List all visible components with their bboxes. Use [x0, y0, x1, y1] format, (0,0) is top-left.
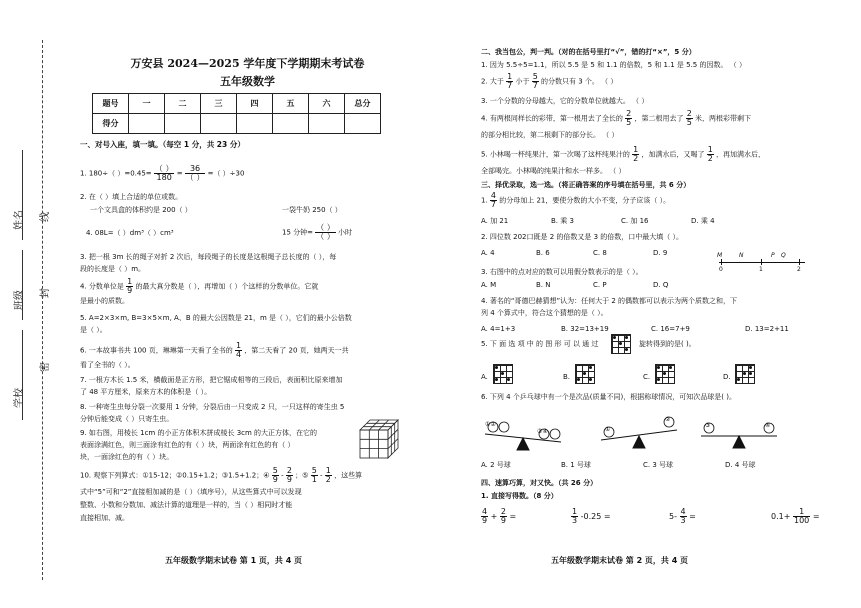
number-line-axis	[719, 262, 805, 263]
question-2d: 15 分钟= $\frac{( )}{( )}$ 小时	[282, 223, 353, 241]
right-page-footer: 五年级数学期末试卷 第 2 页，共 4 页	[551, 556, 689, 565]
judge-3: 3. 一个分数的分母越大，它的分数单位就越大。 （ ）	[481, 97, 649, 105]
choice-2-option-a[interactable]: A. 4	[481, 249, 495, 257]
choice-1: 1. $\frac{4}{7}$ 的分母加上 21，要使分数的大小不变，分子应该（ ）。	[481, 191, 671, 209]
scale-3-right-ball: ④	[765, 422, 771, 429]
score-header-row	[93, 94, 381, 114]
score-header-cell: 总分	[345, 94, 381, 114]
choice-4-option-b[interactable]: B. 32=13+19	[561, 325, 609, 333]
score-header-cell: 五	[273, 94, 309, 114]
choice-4-option-c[interactable]: C. 16=7+9	[651, 325, 690, 333]
question-2c: 4. 08L=（ ）dm³（ ）cm³	[86, 229, 174, 237]
scale-1-left-balls: ①②	[485, 421, 496, 428]
score-header-cell: 三	[201, 94, 237, 114]
score-input-cell[interactable]	[345, 114, 381, 134]
tick-label-0: 0	[719, 266, 723, 273]
scale-2-left-ball: ①	[605, 426, 611, 433]
choice-4-option-a[interactable]: A. 4=1+3	[481, 325, 516, 333]
question-4a: 4. 分数单位是 $\frac{1}{9}$ 的最大真分数是（ ），再增加（ ）个这样的分数单位。它就	[80, 277, 319, 295]
question-2: 2. 在（ ）填上合适的单位或数。	[80, 193, 183, 201]
calc-1: $\frac{4}{9}$ + $\frac{2}{9}$ =	[482, 507, 517, 525]
choice-3-option-a[interactable]: A. M	[481, 281, 497, 289]
balance-scales-figure	[481, 412, 826, 454]
binding-class-label: 班级	[14, 290, 25, 310]
question-2a: 一个文具盒的体积约是 200（ ）	[90, 206, 192, 214]
name-underline	[22, 150, 23, 240]
question-7b: 了 48 平方厘米，原来方木的体积是（ ）。	[80, 388, 212, 396]
calc-2: $\frac{1}{3}$ -0.25 =	[572, 507, 611, 525]
score-input-cell[interactable]	[165, 114, 201, 134]
option-d-figure	[735, 364, 755, 384]
scale-1-right-balls: ③④	[537, 428, 548, 435]
score-input-cell[interactable]	[129, 114, 165, 134]
choice-3: 3. 右图中的点对应的数可以用假分数表示的是（ ）。	[481, 268, 643, 276]
choice-5-option-d[interactable]: D.	[723, 373, 731, 381]
score-header-cell: 六	[309, 94, 345, 114]
judge-5b: 全部喝完。小林喝的纯果汁和水一样多。 （ ）	[481, 167, 626, 175]
score-header-cell: 题号	[93, 94, 129, 114]
calc-3: 5- $\frac{4}{3}$ =	[669, 507, 696, 525]
question-10d: 直接相加、减。	[80, 514, 129, 522]
score-input-cell[interactable]	[273, 114, 309, 134]
judge-5a: 5. 小林喝一杯纯果汁，第一次喝了这杯纯果汁的 $\frac{1}{2}$ ，加满水后，又喝了 $\frac{1}{2}$ ，再加满水后，	[481, 145, 766, 163]
calc-4: 0.1+ $\frac{1}{100}$ =	[771, 507, 820, 525]
question-8a: 8. 一种寄生虫每分裂一次要用 1 分钟，分裂后由一只变成 2 只，一只这样的寄生虫 5	[80, 403, 345, 411]
question-9a: 9. 如右图，用棱长 1cm 的小正方体积木拼成棱长 3cm 的大正方体，在它的	[80, 429, 318, 437]
score-label-cell: 得分	[93, 114, 129, 134]
choice-3-option-c[interactable]: C. P	[593, 281, 607, 289]
point-label-p: P	[771, 252, 775, 259]
left-page	[80, 0, 415, 608]
binding-mi-mark: 密	[40, 362, 51, 372]
question-1: 1. 180÷（ ）=0.45= $\frac{( )}{180}$ = $\frac{36}{( )}$ =（ ）÷30	[80, 164, 245, 182]
choice-4-option-d[interactable]: D. 13=2+11	[745, 325, 789, 333]
score-input-cell[interactable]	[309, 114, 345, 134]
choice-3-option-b[interactable]: B. N	[536, 281, 551, 289]
number-line-figure	[719, 253, 805, 279]
judge-2: 2. 大于 $\frac{1}{7}$ 小于 $\frac{5}{7}$ 的分数只有 3 个。 （ ）	[481, 72, 618, 90]
judge-1: 1. 因为 5.5÷5=1.1，所以 5.5 是 5 和 1.1 的倍数，5 和 1.1 是 5.5 的因数。 （ ）	[481, 61, 746, 69]
score-input-cell[interactable]	[201, 114, 237, 134]
q1-fraction-1: $\frac{( )}{180}$	[154, 164, 174, 182]
question-8b: 分钟后能变成（ ）只寄生虫。	[80, 415, 174, 423]
question-7a: 7. 一根方木长 1.5 米，横截面是正方形，把它锯成相等的三段后，表面积比原来增加	[80, 376, 343, 384]
choice-5a: 5. 下 面 选 项 中 的 图 形 可 以 通 过	[481, 340, 599, 348]
score-header-cell: 二	[165, 94, 201, 114]
q1-text: 1. 180÷（ ）=0.45=	[80, 169, 152, 178]
question-6c: 看了全书的（ ）。	[80, 361, 135, 369]
question-9c: 块，一面涂红色的有（ ）块。	[80, 453, 174, 461]
section-2-heading: 二、我当包公，判一判。（对的在括号里打“√”，错的打“×”，5 分）	[481, 48, 696, 56]
score-input-cell[interactable]	[237, 114, 273, 134]
option-c-figure	[655, 364, 675, 384]
q1-fraction-2: $\frac{36}{( )}$	[185, 164, 205, 182]
subsection-1-heading: 1. 直接写得数。（8 分）	[481, 492, 558, 500]
question-10a: 10. 观察下列算式：①15-12；②0.15+1.2；③1.5+1.2；④ $\frac{5}{9}$ - $\frac{2}{9}$ ；⑤ $\frac{5}{1}$ - $\frac{1}{2}$ ，这些算	[80, 466, 363, 484]
choice-6-option-a[interactable]: A. 2 号球	[481, 461, 511, 469]
section-3-heading: 三、择优录取，选一选。（将正确答案的序号填在括号里，共 6 分）	[481, 181, 691, 189]
choice-6-option-c[interactable]: C. 3 号球	[643, 461, 674, 469]
choice-1-option-c[interactable]: C. 加 16	[621, 217, 649, 225]
point-label-q: Q	[781, 252, 786, 259]
exam-title: 万安县 2024—2025 学年度下学期期末考试卷	[130, 57, 365, 70]
question-10b: 式中“5”可和“2”直接相加减的是（ ）（填序号），从这些算式中可以发现	[80, 488, 302, 496]
binding-line-mark: 线	[40, 212, 51, 222]
question-10c: 整数、小数和分数加、减法计算的道理是一样的，当（ ）相同时才能	[80, 501, 293, 509]
question-4c: 是最小的质数。	[80, 297, 129, 305]
choice-2: 2. 四位数 202口既是 2 的倍数又是 3 的倍数，口中最大填（ ）。	[481, 233, 684, 241]
binding-seal-mark: 封	[40, 288, 51, 298]
choice-2-option-b[interactable]: B. 6	[536, 249, 550, 257]
scale-2-right-ball: ②	[665, 416, 671, 423]
score-header-cell: 一	[129, 94, 165, 114]
point-label-n: N	[739, 252, 744, 259]
option-a-figure	[493, 364, 513, 384]
rotation-reference-figure	[611, 334, 631, 354]
cube-figure	[358, 418, 400, 460]
exam-subject: 五年级数学	[220, 75, 275, 88]
question-5a: 5. A=2×3×m, B=3×5×m, A、B 的最大公因数是 21，m 是（ ），它们的最小公倍数	[80, 314, 352, 322]
choice-4a: 4. 著名的“哥德巴赫猜想”认为：任何大于 2 的偶数都可以表示为两个质数之和，下	[481, 297, 738, 305]
question-3b: 段的长度是（ ）m。	[80, 265, 146, 273]
class-underline	[22, 250, 23, 320]
score-value-row	[93, 114, 381, 134]
school-underline	[22, 330, 23, 420]
question-3a: 3. 把一根 3m 长的绳子对折 2 次后，每段绳子的长度是这根绳子总长度的（ ），每	[80, 253, 337, 261]
question-5b: 是（ ）。	[80, 326, 107, 334]
section-1-heading: 一、对号入座，填一填。（每空 1 分，共 23 分）	[80, 140, 245, 149]
question-2b: 一袋牛奶 250（ ）	[282, 206, 342, 214]
choice-5-option-b[interactable]: B.	[563, 373, 571, 381]
choice-5-option-c[interactable]: C.	[643, 373, 651, 381]
choice-5-option-a[interactable]: A.	[481, 373, 488, 381]
judge-4b: 的部分相比较，第二根剩下的部分长。 （ ）	[481, 131, 619, 139]
choice-3-option-d[interactable]: D. Q	[653, 281, 669, 289]
binding-margin	[0, 0, 62, 608]
tick-label-1: 1	[759, 266, 763, 273]
choice-1-option-d[interactable]: D. 乘 4	[691, 217, 715, 225]
choice-6-option-d[interactable]: D. 4 号球	[725, 461, 756, 469]
score-table	[92, 93, 381, 134]
choice-2-option-c[interactable]: C. 8	[593, 249, 607, 257]
question-9b: 表面涂满红色，则三面涂有红色的有（ ）块，两面涂有红色的有（ ）	[80, 441, 295, 449]
scale-3-left-ball: ③	[705, 422, 711, 429]
choice-2-option-d[interactable]: D. 9	[653, 249, 668, 257]
question-6a: 6. 一本故事书共 100 页，琳琳第一天看了全书的 $\frac{1}{4}$ ，第二天看了 20 页，她两天一共	[80, 341, 349, 359]
option-b-figure	[575, 364, 595, 384]
binding-school-label: 学校	[14, 388, 25, 408]
tick-label-2: 2	[797, 266, 801, 273]
binding-dashed-line	[42, 40, 43, 580]
choice-4b: 列 4 个算式中，符合这个猜想的是（ ）。	[481, 309, 608, 317]
judge-4a: 4. 有两根同样长的彩带，第一根用去了全长的 $\frac{2}{5}$ ，第二根用去了 $\frac{2}{5}$ 米，两根彩带剩下	[481, 109, 752, 127]
point-label-m: M	[717, 252, 723, 259]
choice-1-option-b[interactable]: B. 乘 3	[551, 217, 574, 225]
score-header-cell: 四	[237, 94, 273, 114]
choice-6-option-b[interactable]: B. 1 号球	[561, 461, 591, 469]
choice-1-option-a[interactable]: A. 加 21	[481, 217, 509, 225]
right-page	[481, 0, 826, 608]
choice-5b: 旋转得到的是( )。	[639, 340, 696, 348]
section-4-heading: 四、速算巧算，对又快。（共 26 分）	[481, 479, 598, 487]
choice-6: 6. 下列 4 个乒乓球中有一个是次品(质量不同)，根据称球情况，可知次品球是( )。	[481, 393, 736, 401]
binding-name-label: 姓名	[14, 210, 25, 230]
left-page-footer: 五年级数学期末试卷 第 1 页，共 4 页	[165, 556, 303, 565]
